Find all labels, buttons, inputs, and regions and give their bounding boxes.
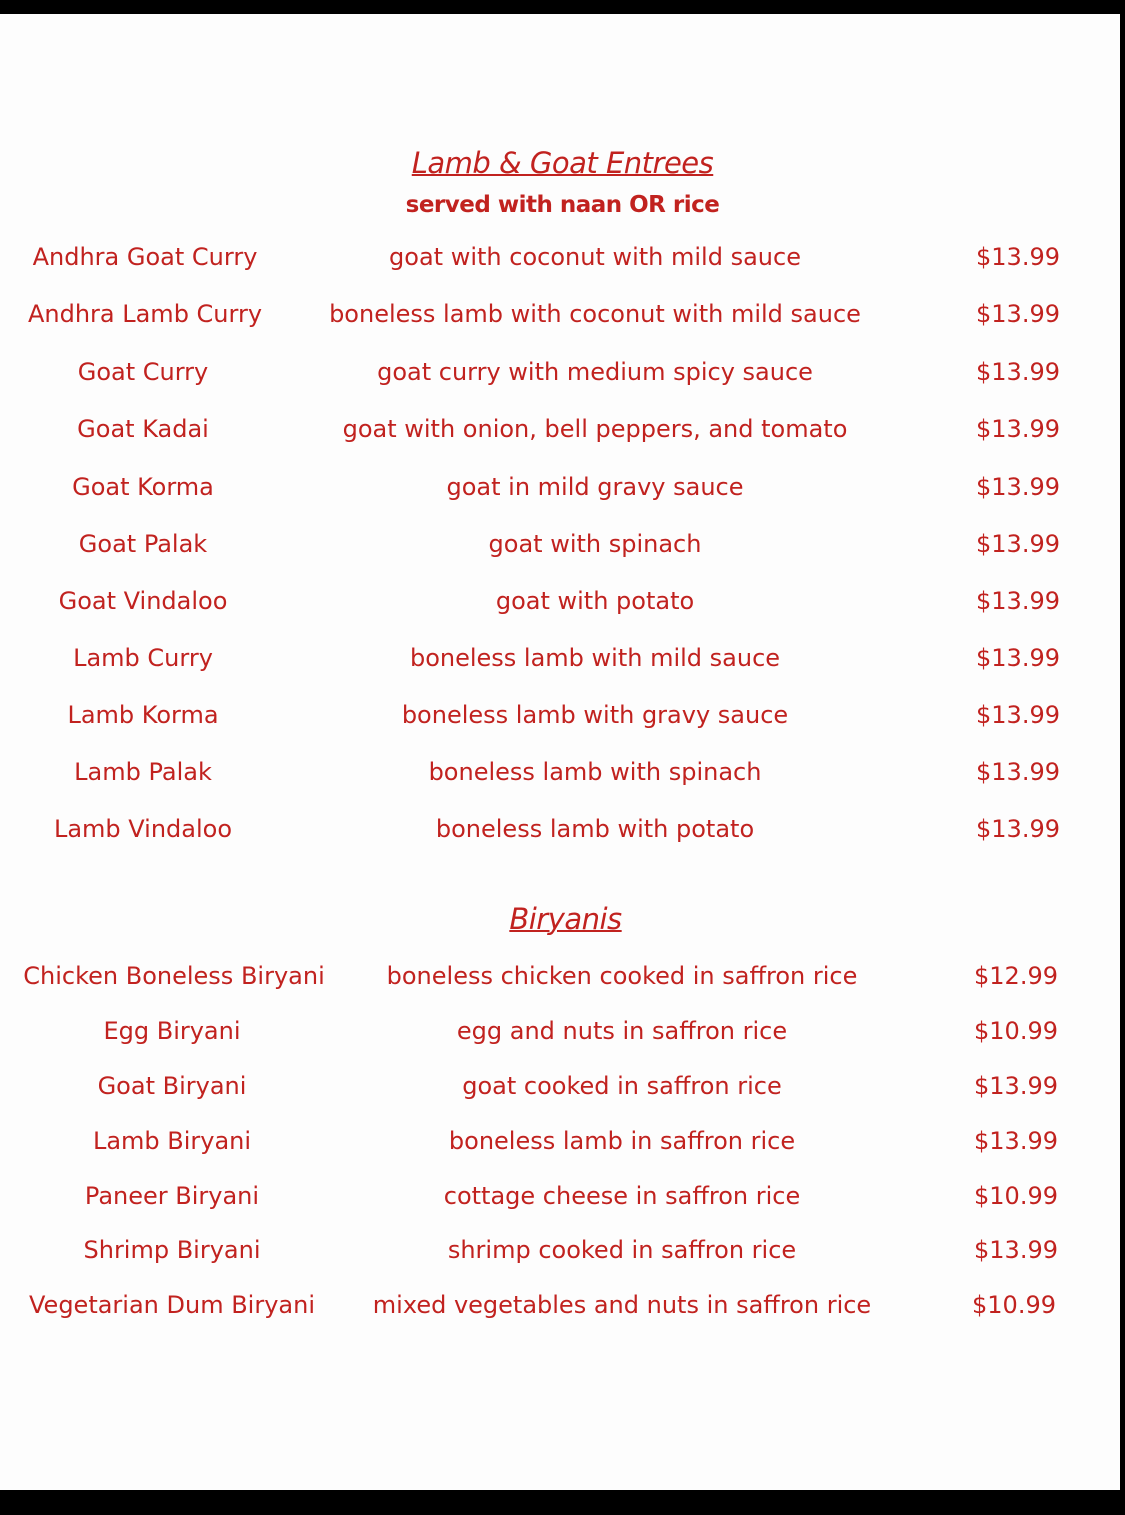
item-name: Goat Biryani [97, 1072, 247, 1100]
menu-item [0, 530, 1120, 564]
item-description: cottage cheese in saffron rice [443, 1182, 801, 1210]
item-description: goat with potato [495, 587, 695, 615]
menu-item [0, 701, 1120, 735]
item-description: boneless chicken cooked in saffron rice [386, 962, 858, 990]
item-description: shrimp cooked in saffron rice [447, 1236, 797, 1264]
item-price: $13.99 [976, 530, 1060, 558]
item-description: boneless lamb with coconut with mild sauce [329, 300, 861, 328]
item-price: $13.99 [976, 644, 1060, 672]
item-name: Shrimp Biryani [83, 1236, 261, 1264]
item-name: Lamb Curry [73, 644, 213, 672]
item-description: boneless lamb in saffron rice [448, 1127, 796, 1155]
menu-item [0, 1072, 1120, 1106]
menu-item [0, 815, 1120, 849]
item-name: Goat Vindaloo [58, 587, 228, 615]
menu-item [0, 300, 1120, 334]
menu-item [0, 1017, 1120, 1051]
item-description: goat with coconut with mild sauce [389, 243, 801, 271]
item-price: $13.99 [976, 587, 1060, 615]
menu-item [0, 1127, 1120, 1161]
lamb-goat-title: Lamb & Goat Entrees [411, 146, 714, 180]
item-description: boneless lamb with gravy sauce [401, 701, 789, 729]
item-name: Goat Kadai [77, 415, 209, 443]
item-price: $13.99 [976, 701, 1060, 729]
item-price: $13.99 [976, 243, 1060, 271]
item-name: Andhra Lamb Curry [27, 300, 263, 328]
item-name: Paneer Biryani [84, 1182, 260, 1210]
item-price: $13.99 [976, 758, 1060, 786]
menu-item [0, 644, 1120, 678]
item-name: Lamb Vindaloo [53, 815, 233, 843]
menu-item [0, 243, 1120, 277]
item-description: mixed vegetables and nuts in saffron rice [372, 1291, 872, 1319]
item-price: $10.99 [974, 1017, 1058, 1045]
menu-item [0, 758, 1120, 792]
item-name: Andhra Goat Curry [32, 243, 258, 271]
item-price: $12.99 [974, 962, 1058, 990]
item-price: $13.99 [976, 473, 1060, 501]
item-description: goat cooked in saffron rice [462, 1072, 782, 1100]
item-name: Lamb Biryani [92, 1127, 252, 1155]
item-name: Egg Biryani [103, 1017, 241, 1045]
item-name: Goat Palak [78, 530, 208, 558]
menu-item [0, 1182, 1120, 1216]
biryanis-title: Biryanis [509, 902, 622, 936]
menu-page [0, 14, 1120, 1490]
item-name: Vegetarian Dum Biryani [28, 1291, 316, 1319]
item-name: Goat Curry [77, 358, 209, 386]
item-price: $13.99 [974, 1127, 1058, 1155]
item-price: $13.99 [976, 415, 1060, 443]
item-price: $10.99 [974, 1182, 1058, 1210]
item-price: $13.99 [976, 300, 1060, 328]
item-price: $10.99 [972, 1291, 1056, 1319]
item-name: Chicken Boneless Biryani [23, 962, 325, 990]
menu-item [0, 1291, 1120, 1325]
item-description: goat curry with medium spicy sauce [377, 358, 813, 386]
item-price: $13.99 [976, 815, 1060, 843]
item-price: $13.99 [974, 1236, 1058, 1264]
menu-item [0, 1236, 1120, 1270]
menu-item [0, 415, 1120, 449]
item-description: goat in mild gravy sauce [446, 473, 744, 501]
item-price: $13.99 [976, 358, 1060, 386]
item-description: boneless lamb with spinach [428, 758, 762, 786]
menu-item [0, 473, 1120, 507]
item-description: boneless lamb with potato [435, 815, 755, 843]
item-description: boneless lamb with mild sauce [409, 644, 781, 672]
item-price: $13.99 [974, 1072, 1058, 1100]
item-name: Lamb Korma [67, 701, 219, 729]
menu-item [0, 587, 1120, 621]
item-name: Goat Korma [72, 473, 214, 501]
menu-item [0, 962, 1120, 996]
item-description: goat with spinach [488, 530, 702, 558]
item-description: egg and nuts in saffron rice [456, 1017, 788, 1045]
item-description: goat with onion, bell peppers, and tomato [342, 415, 848, 443]
lamb-goat-subtitle: served with naan OR rice [405, 192, 720, 218]
item-name: Lamb Palak [74, 758, 212, 786]
menu-item [0, 358, 1120, 392]
